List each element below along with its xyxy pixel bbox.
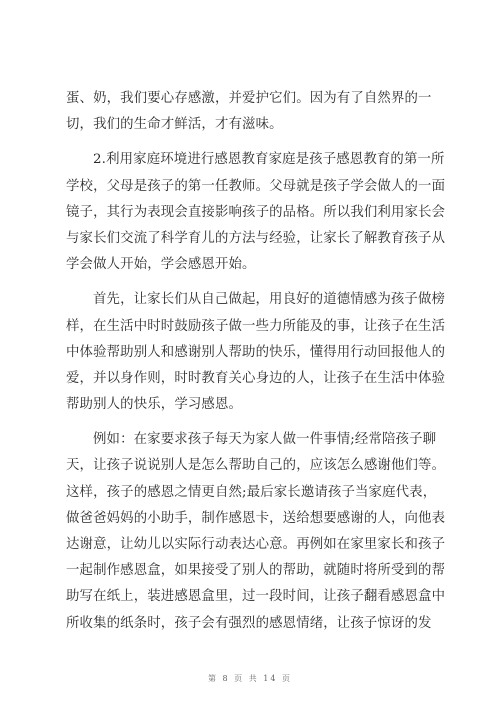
body-text — [66, 86, 446, 637]
text-line: 首先，让家长们从自己做起，用良好的道德情感为孩子做榜 — [93, 292, 446, 308]
text-line: 与家长们交流了科学育儿的方法与经验，让家长了解教育孩子从 — [66, 230, 446, 246]
paragraph-3 — [66, 287, 446, 418]
text-line: 2.利用家庭环境进行感恩教育家庭是孩子感恩教育的第一所 — [93, 152, 445, 168]
page-number-footer: 第 8 页 共 14 页 — [208, 674, 292, 683]
text-line: 蛋、奶，我们要心存感激，并爱护它们。因为有了自然界的一 — [66, 91, 432, 106]
text-line: 达谢意，让幼儿以实际行动表达心意。再例如在家里家长和孩子 — [66, 537, 446, 552]
text-line: 帮助别人的快乐，学习感恩。 — [66, 397, 243, 413]
text-line: 助写在纸上，装进感恩盒里，过一段时间，让孩子翻看感恩盒中 — [66, 589, 446, 605]
text-line: 例如：在家要求孩子每天为家人做一件事情;经常陪孩子聊 — [93, 432, 437, 448]
text-line: 学会做人开始，学会感恩开始。 — [66, 257, 256, 273]
paragraph-4 — [66, 427, 446, 637]
text-line: 中体验帮助别人和感谢别人帮助的快乐，懂得用行动回报他人的 — [66, 344, 446, 360]
text-line: 这样，孩子的感恩之情更自然;最后家长邀请孩子当家庭代表， — [66, 484, 437, 500]
text-line: 爱，并以身作则，时时教育关心身边的人，让孩子在生活中体验 — [66, 370, 446, 386]
text-line: 镜子，其行为表现会直接影响孩子的品格。所以我们利用家长会 — [66, 204, 446, 220]
text-line: 一起制作感恩盒，如果接受了别人的帮助，就随时将所受到的帮 — [66, 563, 446, 579]
text-line: 天，让孩子说说别人是怎么帮助自己的，应该怎么感谢他们等。 — [66, 458, 446, 474]
paragraph-1 — [66, 86, 436, 138]
text-line: 学校，父母是孩子的第一任教师。父母就是孩子学会做人的一面 — [66, 178, 446, 194]
paragraph-2 — [66, 147, 446, 278]
text-line: 切，我们的生命才鲜活，才有滋味。 — [66, 117, 283, 133]
text-line: 所收集的纸条时，孩子会有强烈的感恩情绪，让孩子惊讶的发 — [66, 615, 432, 631]
text-line: 做爸爸妈妈的小助手，制作感恩卡，送给想要感谢的人，向他表 — [66, 510, 446, 526]
text-line: 样，在生活中时时鼓励孩子做一些力所能及的事，让孩子在生活 — [66, 318, 446, 334]
